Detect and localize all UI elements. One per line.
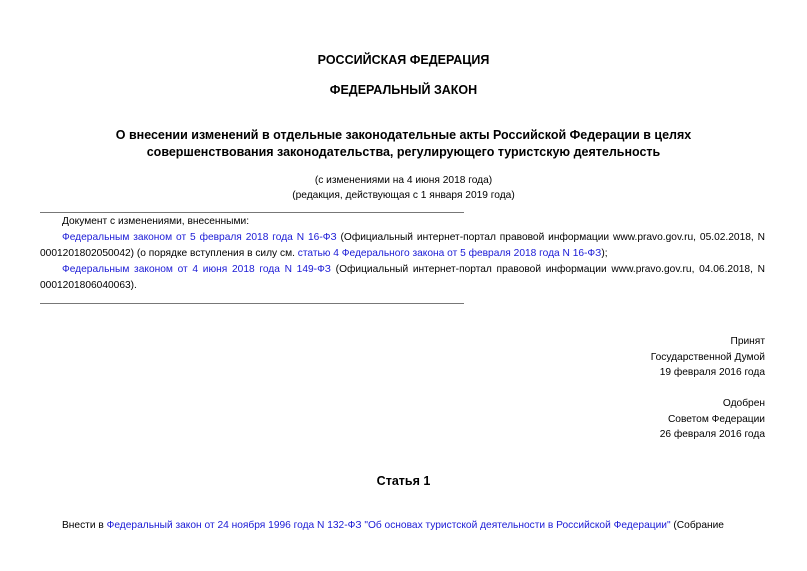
law-title-line2: совершенствования законодательства, регулирующего туристскую деятельность — [146, 145, 661, 159]
change-item-1-link2[interactable]: статью 4 Федерального закона от 5 февраля 2018 года N 16-ФЗ — [297, 248, 602, 259]
change-item-1-text: (Официальный интернет-портал правовой информации www.pravo.gov.ru, 05.02.2018, N 0001201802050042) (о порядке вступления в силу см. — [40, 232, 765, 259]
doc-type-heading: ФЕДЕРАЛЬНЫЙ ЗАКОН — [329, 83, 478, 97]
article-link-title[interactable]: "Об основах туристской деятельности в Российской Федерации" — [364, 520, 671, 531]
article-heading: Статья 1 — [376, 474, 431, 488]
law-title-line1: О внесении изменений в отдельные законодательные акты Российской Федерации в целях — [115, 128, 692, 142]
approval-line1: Одобрен — [722, 398, 765, 409]
article-text-end: (Собрание — [670, 520, 724, 531]
article-text-start: Внести в — [62, 520, 107, 531]
change-item-1 — [40, 230, 765, 262]
adoption-line3: 19 февраля 2016 года — [659, 367, 765, 378]
change-item-2-link[interactable]: Федеральным законом от 4 июня 2018 года N 149-ФЗ — [62, 264, 331, 275]
article-link-law[interactable]: Федеральный закон от 24 ноября 1996 года N 132-ФЗ — [106, 520, 362, 531]
amended-note: (с изменениями на 4 июня 2018 года) — [314, 175, 493, 186]
adoption-line2: Государственной Думой — [650, 351, 765, 363]
article-text — [40, 518, 765, 534]
change-item-2 — [40, 262, 765, 294]
top-divider — [40, 212, 464, 213]
adoption-line1: Принят — [730, 336, 765, 347]
approval-block — [465, 396, 765, 443]
change-item-2-text: (Официальный интернет-портал правовой информации www.pravo.gov.ru, 04.06.2018, N 0001201806040063). — [40, 264, 765, 291]
changes-block — [40, 214, 765, 294]
adoption-block — [465, 334, 765, 381]
edition-note: (редакция, действующая с 1 января 2019 года) — [292, 190, 515, 201]
country-heading: РОССИЙСКАЯ ФЕДЕРАЦИЯ — [317, 53, 490, 67]
approval-line2: Советом Федерации — [667, 413, 765, 425]
changes-intro: Документ с изменениями, внесенными: — [62, 216, 250, 227]
change-item-1-link[interactable]: Федеральным законом от 5 февраля 2018 года N 16-ФЗ — [62, 232, 337, 243]
approval-line3: 26 февраля 2016 года — [659, 429, 765, 440]
change-item-1-tail: ); — [601, 248, 608, 259]
bottom-divider — [40, 303, 464, 304]
